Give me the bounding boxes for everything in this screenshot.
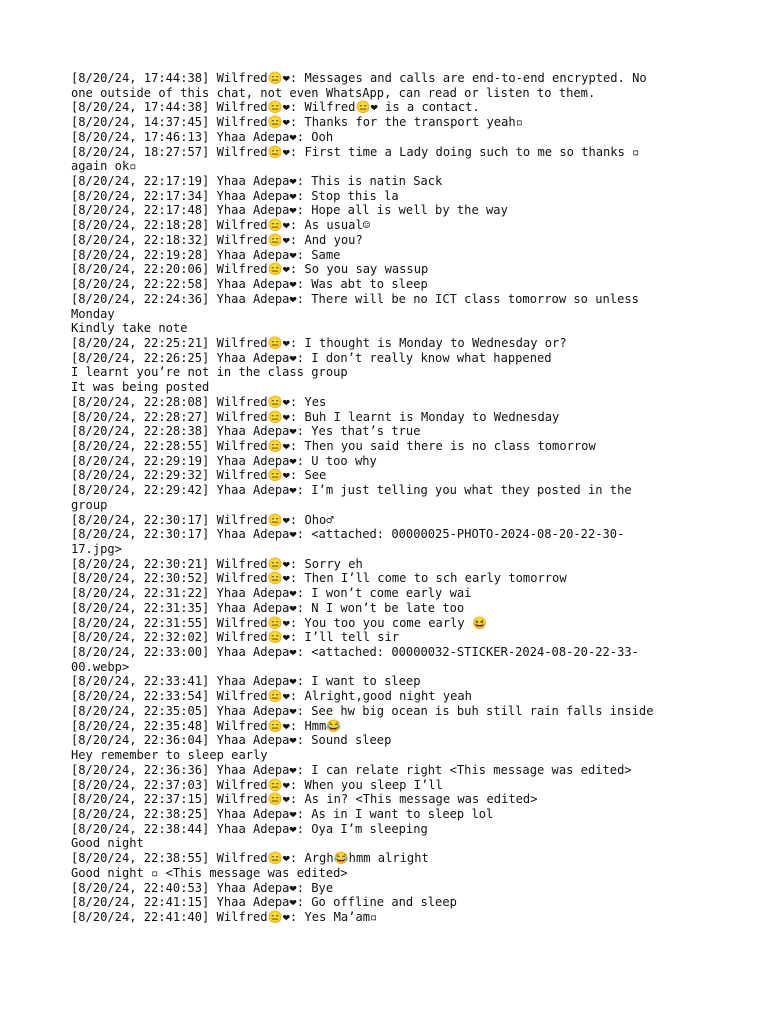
transcript-line: [8/20/24, 22:37:03] Wilfred😑❤: When you sleep I’ll	[71, 777, 443, 792]
transcript-line: 17.jpg>	[71, 542, 122, 556]
transcript-line: [8/20/24, 22:25:21] Wilfred😑❤: I thought is Monday to Wednesday or?	[71, 335, 567, 350]
transcript-line: [8/20/24, 22:31:55] Wilfred😑❤: You too you come early 😆	[71, 615, 488, 630]
transcript-line: [8/20/24, 22:38:55] Wilfred😑❤: Argh😂hmm alright	[71, 851, 429, 866]
transcript-line: [8/20/24, 17:44:38] Wilfred😑❤: Messages and calls are end-to-end encrypted. No	[71, 71, 647, 85]
transcript-line: Kindly take note	[71, 321, 188, 336]
transcript-line: Hey remember to sleep early	[71, 748, 268, 763]
transcript-line: [8/20/24, 22:31:35] Yhaa Adepa❤: N I won’t be late too	[71, 600, 465, 615]
transcript-line: [8/20/24, 22:29:42] Yhaa Adepa❤: I’m just telling you what they posted in the	[71, 483, 632, 498]
transcript-line: [8/20/24, 22:18:32] Wilfred😑❤: And you?	[71, 232, 363, 247]
transcript-line: [8/20/24, 22:41:15] Yhaa Adepa❤: Go offline and sleep	[71, 895, 457, 910]
transcript-line: [8/20/24, 18:27:57] Wilfred😑❤: First time a Lady doing such to me so thanks ▫	[71, 144, 640, 159]
transcript-line: [8/20/24, 22:22:58] Yhaa Adepa❤: Was abt to sleep	[71, 277, 428, 292]
transcript-line: [8/20/24, 22:35:05] Yhaa Adepa❤: See hw big ocean is buh still rain falls inside	[71, 703, 654, 718]
transcript-line: [8/20/24, 22:30:21] Wilfred😑❤: Sorry eh	[71, 556, 363, 571]
transcript-line: [8/20/24, 22:17:48] Yhaa Adepa❤: Hope all is well by the way	[71, 203, 508, 218]
transcript-line: [8/20/24, 22:33:00] Yhaa Adepa❤: <attached: 00000032-STICKER-2024-08-20-22-33-	[71, 645, 639, 660]
transcript-line: [8/20/24, 22:30:17] Wilfred😑❤: Oho♂	[71, 512, 334, 527]
transcript-line: 00.webp>	[71, 659, 130, 674]
transcript-line: [8/20/24, 22:29:19] Yhaa Adepa❤: U too why	[71, 453, 377, 468]
transcript-line: [8/20/24, 22:37:15] Wilfred😑❤: As in? <This message was edited>	[71, 792, 538, 807]
transcript-line: [8/20/24, 22:17:19] Yhaa Adepa❤: This is natin Sack	[71, 174, 443, 189]
transcript-line: [8/20/24, 22:38:44] Yhaa Adepa❤: Oya I’m sleeping	[71, 821, 428, 836]
transcript-line: [8/20/24, 22:17:34] Yhaa Adepa❤: Stop this la	[71, 188, 399, 203]
transcript-line: [8/20/24, 22:24:36] Yhaa Adepa❤: There will be no ICT class tomorrow so unless	[71, 291, 639, 306]
transcript-line: [8/20/24, 22:28:38] Yhaa Adepa❤: Yes that’s true	[71, 424, 421, 439]
transcript-line: [8/20/24, 14:37:45] Wilfred😑❤: Thanks for the transport yeah▫	[71, 115, 523, 130]
transcript-line: [8/20/24, 17:44:38] Wilfred😑❤: Wilfred😑❤ is a contact.	[71, 100, 480, 115]
transcript-line: [8/20/24, 22:32:02] Wilfred😑❤: I’ll tell sir	[71, 630, 400, 645]
transcript-line: [8/20/24, 22:26:25] Yhaa Adepa❤: I don’t really know what happened	[71, 350, 552, 365]
transcript-line: [8/20/24, 22:30:52] Wilfred😑❤: Then I’ll come to sch early tomorrow	[71, 571, 567, 586]
chat-transcript	[71, 71, 701, 925]
transcript-line: [8/20/24, 22:28:55] Wilfred😑❤: Then you said there is no class tomorrow	[71, 438, 596, 453]
transcript-line: [8/20/24, 22:33:54] Wilfred😑❤: Alright,good night yeah	[71, 689, 472, 704]
transcript-line: Monday	[71, 306, 115, 321]
transcript-line: [8/20/24, 22:20:06] Wilfred😑❤: So you say wassup	[71, 262, 429, 277]
transcript-line: [8/20/24, 22:38:25] Yhaa Adepa❤: As in I want to sleep lol	[71, 806, 494, 821]
transcript-line: Good night ▫ <This message was edited>	[71, 865, 348, 880]
transcript-line: It was being posted	[71, 380, 210, 395]
transcript-line: one outside of this chat, not even WhatsApp, can read or listen to them.	[71, 85, 596, 100]
transcript-line: [8/20/24, 22:35:48] Wilfred😑❤: Hmm😂	[71, 718, 342, 733]
transcript-line: [8/20/24, 22:28:08] Wilfred😑❤: Yes	[71, 394, 327, 409]
transcript-line: [8/20/24, 22:36:36] Yhaa Adepa❤: I can relate right <This message was edited>	[71, 762, 632, 777]
transcript-line: [8/20/24, 22:40:53] Yhaa Adepa❤: Bye	[71, 880, 334, 895]
transcript-line: [8/20/24, 22:28:27] Wilfred😑❤: Buh I learnt is Monday to Wednesday	[71, 409, 560, 424]
transcript-line: group	[71, 497, 108, 512]
transcript-line: [8/20/24, 22:29:32] Wilfred😑❤: See	[71, 468, 327, 483]
transcript-line: [8/20/24, 22:36:04] Yhaa Adepa❤: Sound sleep	[71, 733, 392, 748]
transcript-line: [8/20/24, 22:33:41] Yhaa Adepa❤: I want to sleep	[71, 674, 421, 689]
transcript-line: [8/20/24, 22:30:17] Yhaa Adepa❤: <attached: 00000025-PHOTO-2024-08-20-22-30-	[71, 527, 625, 542]
transcript-line: [8/20/24, 22:19:28] Yhaa Adepa❤: Same	[71, 247, 341, 262]
transcript-line: again ok▫	[71, 159, 137, 174]
transcript-line: [8/20/24, 22:18:28] Wilfred😑❤: As usual☺	[71, 218, 371, 233]
transcript-line: [8/20/24, 17:46:13] Yhaa Adepa❤: Ooh	[71, 129, 334, 144]
transcript-line: Good night	[71, 836, 144, 851]
transcript-line: I learnt you’re not in the class group	[71, 365, 348, 380]
transcript-line: [8/20/24, 22:31:22] Yhaa Adepa❤: I won’t come early wai	[71, 586, 472, 601]
transcript-line: [8/20/24, 22:41:40] Wilfred😑❤: Yes Ma’am▫	[71, 909, 378, 924]
